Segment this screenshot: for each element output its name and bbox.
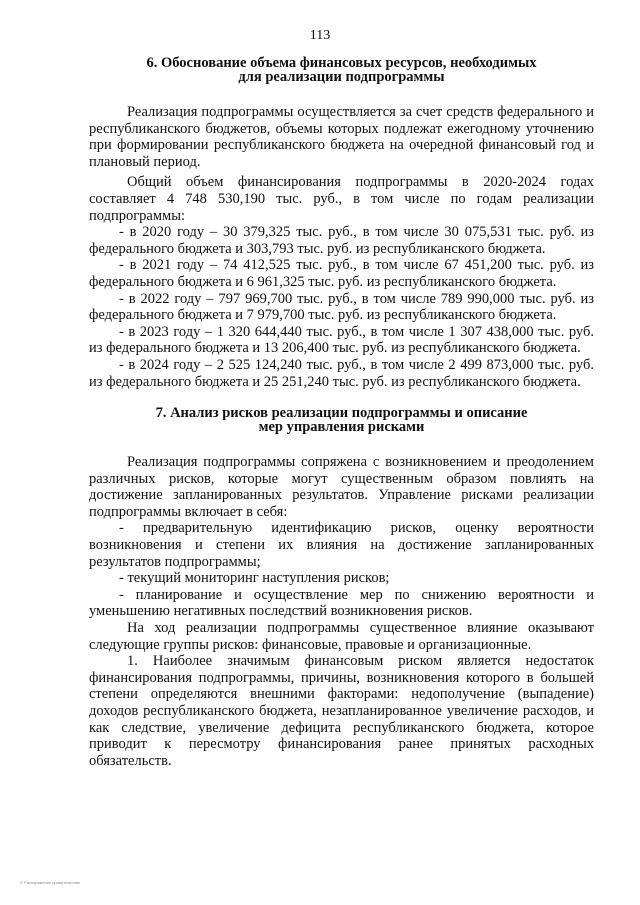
funding-year-2021: - в 2021 году – 74 412,525 тыс. руб., в том числе 67 451,200 тыс. руб. из федерального бюджета и 6 961,325 тыс. руб. из республиканского бюджета. bbox=[89, 257, 594, 290]
risk-management-item: - текущий мониторинг наступления рисков; bbox=[119, 570, 390, 587]
risk-groups-paragraph: На ход реализации подпрограммы существенное влияние оказывают следующие группы рисков: финансовые, правовые и организационные. bbox=[89, 620, 594, 653]
funding-year-2022: - в 2022 году – 797 969,700 тыс. руб., в том числе 789 990,000 тыс. руб. из федерального бюджета и 7 979,700 тыс. руб. из республиканского бюджета. bbox=[89, 290, 594, 324]
section-7-title-line-1: 7. Анализ рисков реализации подпрограммы и описание bbox=[155, 405, 528, 422]
section-7-intro: Реализация подпрограммы сопряжена с возникновением и преодолением различных рисков, которые могут существенным образом повлиять на достижение запланированных результатов. Управление рисками реализации подпрограммы включает в себя: bbox=[89, 454, 594, 520]
section-7-title-line-2: мер управления рисками bbox=[258, 419, 425, 436]
financial-risk-paragraph: 1. Наиболее значимым финансовым риском является недостаток финансирования подпрограммы, причины, возникновения которого в большей степени определяются внешними факторами: недополучение (выпадение) доходов республиканского бюджета, незапланированное увеличение расходов, и как следствие, увеличение дефицита республиканского бюджета, которое приводит к пересмотру финансирования ранее принятых расходных обязательств. bbox=[89, 653, 594, 769]
footer-stamp: © Распоряжение правительства bbox=[20, 880, 80, 885]
funding-year-2023: - в 2023 году – 1 320 644,440 тыс. руб., в том числе 1 307 438,000 тыс. руб. из федерального бюджета и 13 206,400 тыс. руб. из республиканского бюджета. bbox=[89, 323, 594, 357]
risk-management-item: - предварительную идентификацию рисков, оценку вероятности возникновения и степени их влияния на достижение запланированных результатов подпрограммы; bbox=[89, 520, 594, 570]
funding-year-2020: - в 2020 году – 30 379,325 тыс. руб., в том числе 30 075,531 тыс. руб. из федерального бюджета и 303,793 тыс. руб. из республиканского бюджета. bbox=[89, 224, 594, 257]
risk-management-item: - планирование и осуществление мер по снижению вероятности и уменьшению негативных последствий возникновения рисков. bbox=[89, 586, 594, 620]
funding-year-2024: - в 2024 году – 2 525 124,240 тыс. руб., в том числе 2 499 873,000 тыс. руб. из федерального бюджета и 25 251,240 тыс. руб. из республиканского бюджета. bbox=[89, 356, 594, 390]
document-body bbox=[89, 56, 594, 769]
section-6-title-line-2: для реализации подпрограммы bbox=[238, 69, 445, 85]
section-6-title-line-1: 6. Обоснование объема финансовых ресурсов, необходимых bbox=[146, 55, 537, 71]
section-6-paragraph: Общий объем финансирования подпрограммы в 2020-2024 годах составляет 4 748 530,190 тыс. руб., в том числе по годам реализации подпрограммы: bbox=[89, 174, 594, 224]
section-6-paragraph: Реализация подпрограммы осуществляется за счет средств федерального и республиканского бюджетов, объемы которых подлежат ежегодному уточнению при формировании республиканского бюджета на очередной финансовый год и плановый период. bbox=[89, 104, 594, 170]
page-number: 113 bbox=[309, 28, 331, 43]
